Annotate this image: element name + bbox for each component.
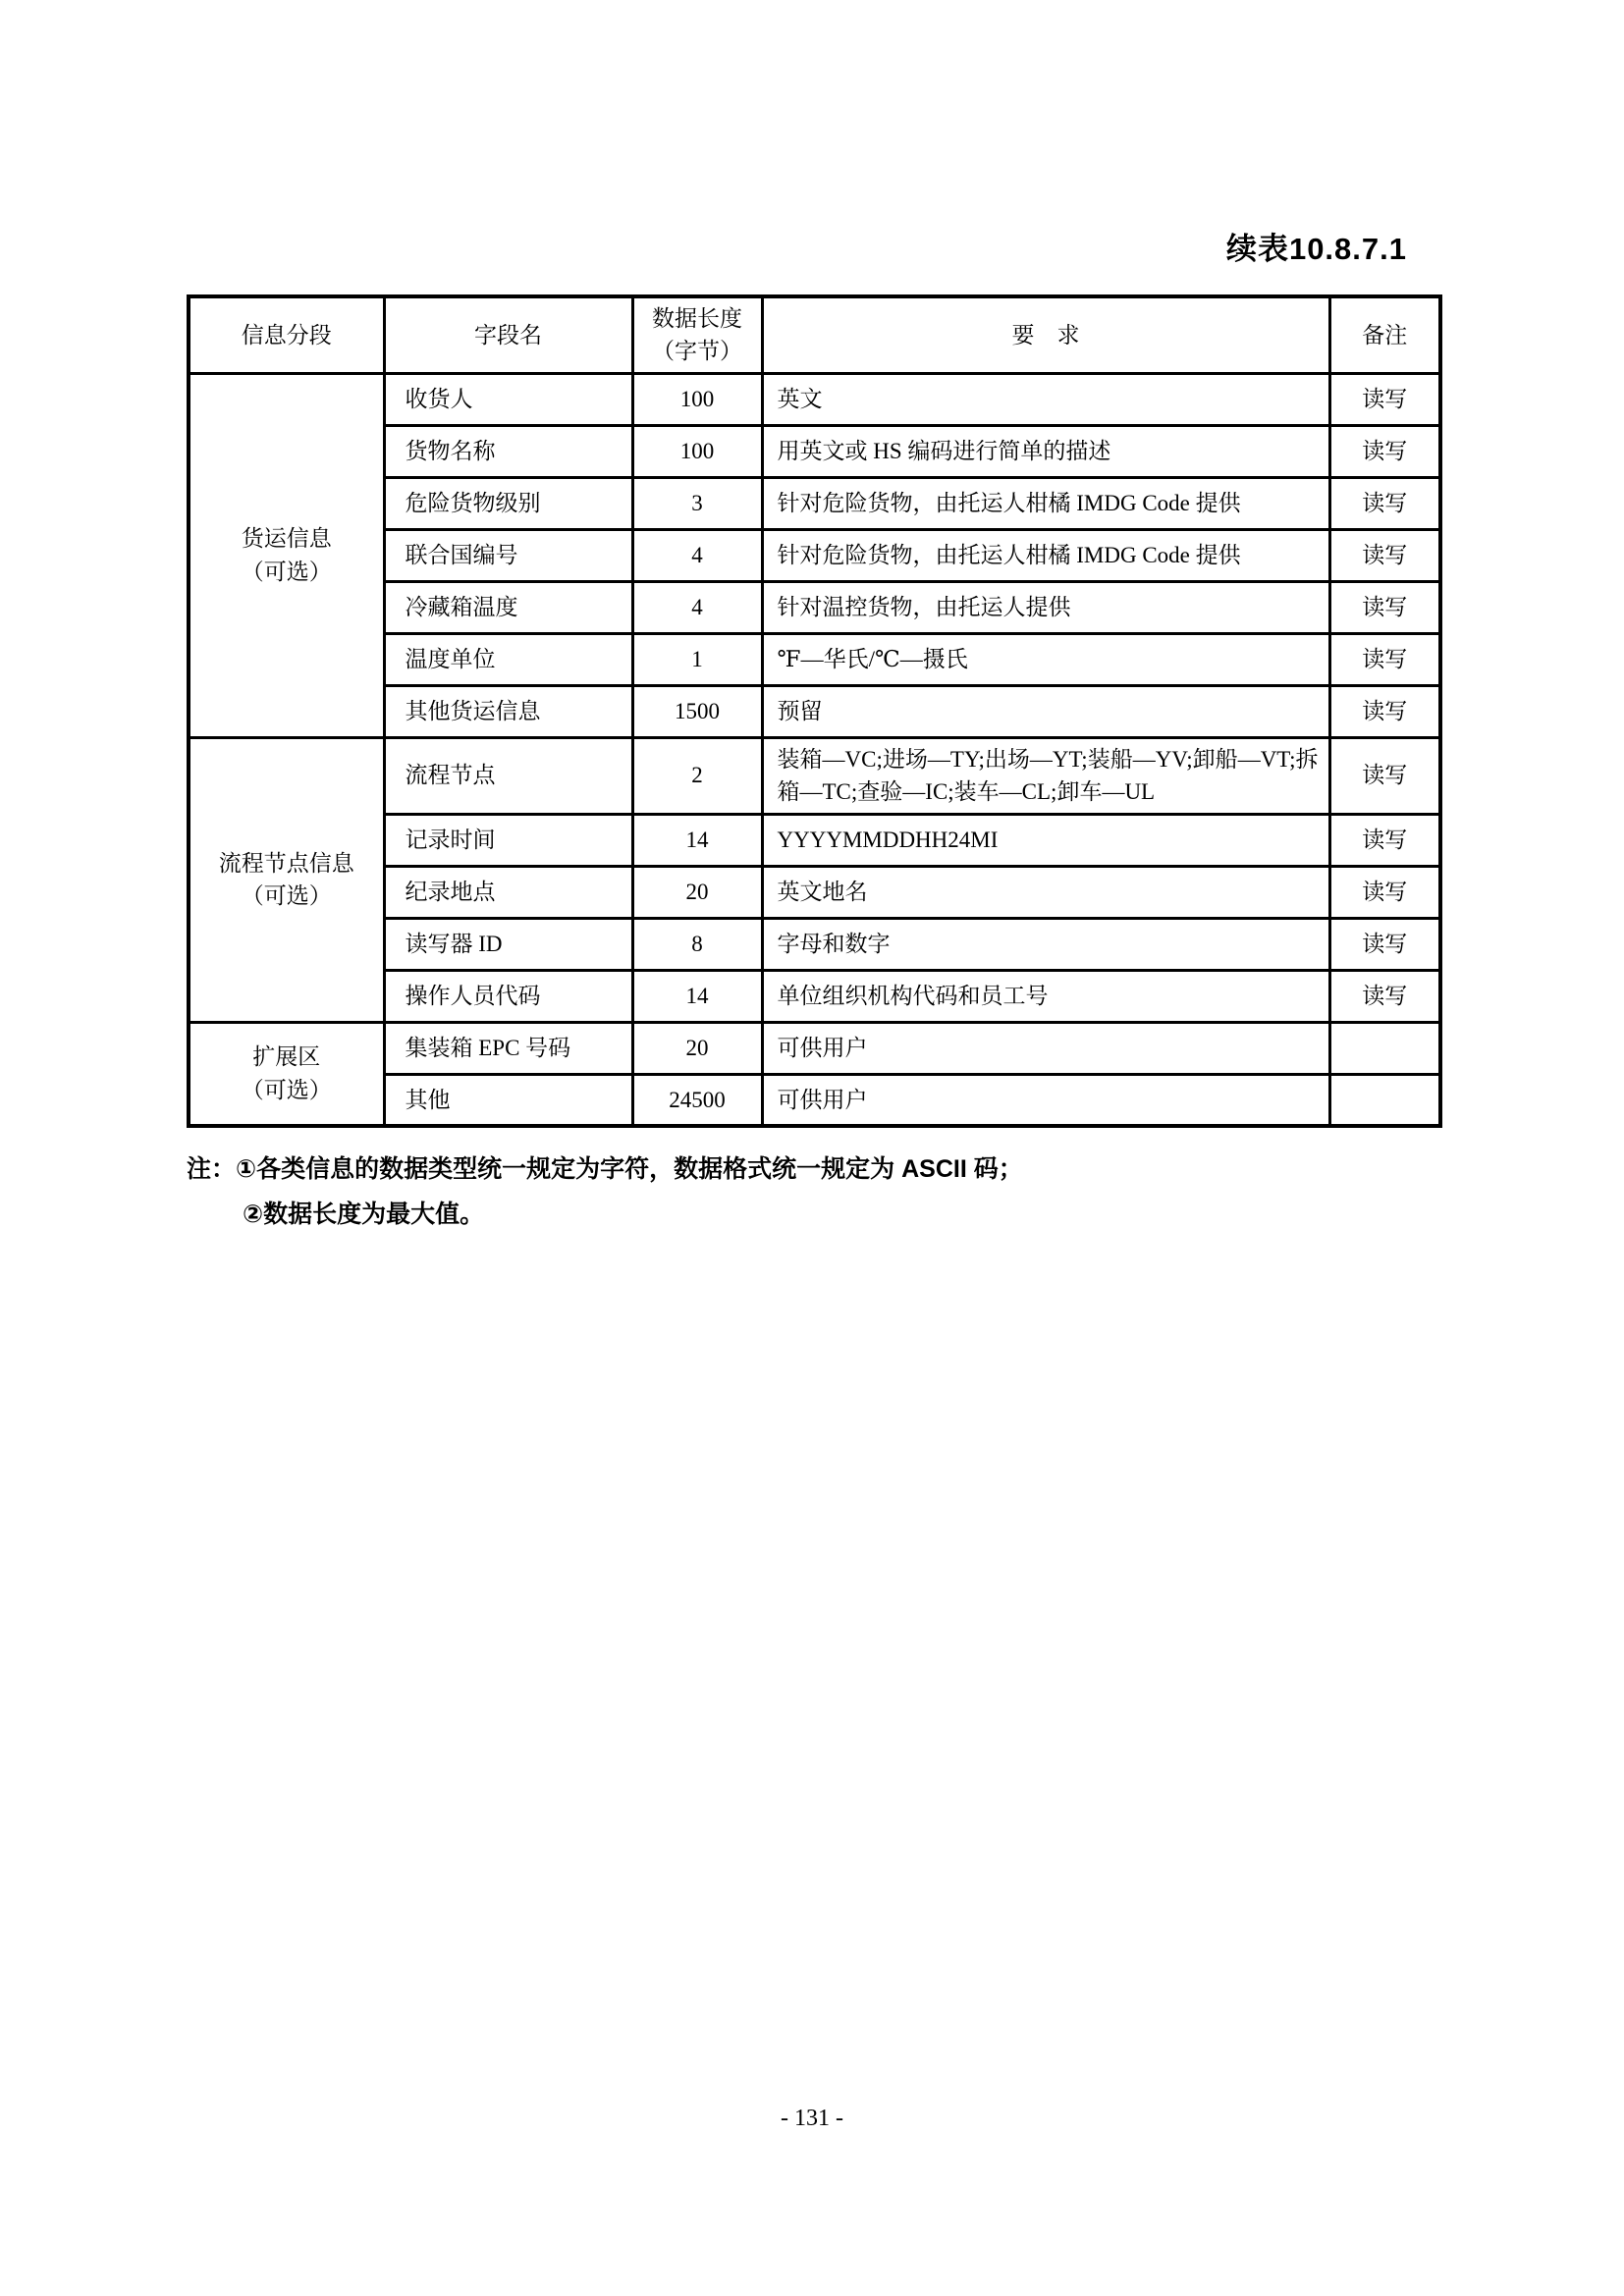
length-cell: 1: [632, 633, 762, 685]
requirement-cell: 针对温控货物，由托运人提供: [762, 581, 1329, 633]
table-row: [189, 737, 1440, 814]
remark-cell: 读写: [1329, 529, 1440, 581]
length-cell: 2: [632, 737, 762, 814]
remark-cell: 读写: [1329, 581, 1440, 633]
requirement-cell: 装箱—VC;进场—TY;出场—YT;装船—YV;卸船—VT;拆箱—TC;查验—IC;装车—CL;卸车—UL: [762, 737, 1329, 814]
remark-cell: 读写: [1329, 373, 1440, 425]
remark-cell: [1329, 1074, 1440, 1126]
column-header-remark: 备注: [1329, 296, 1440, 373]
field-cell: 其他: [384, 1074, 632, 1126]
segment-name-line: （可选）: [241, 883, 332, 908]
column-header-segment: 信息分段: [189, 296, 384, 373]
length-cell: 8: [632, 918, 762, 970]
table-title: 续表10.8.7.1: [1225, 232, 1407, 266]
column-header-length: [632, 296, 762, 373]
spec-table: [187, 294, 1442, 1128]
requirement-cell: 预留: [762, 685, 1329, 737]
field-cell: 纪录地点: [384, 866, 632, 918]
remark-cell: 读写: [1329, 737, 1440, 814]
remark-cell: 读写: [1329, 633, 1440, 685]
segment-name-line: （可选）: [241, 1077, 332, 1102]
length-cell: 14: [632, 814, 762, 866]
length-cell: 20: [632, 866, 762, 918]
table-row: [189, 1022, 1440, 1074]
field-cell: 集装箱 EPC 号码: [384, 1022, 632, 1074]
length-cell: 20: [632, 1022, 762, 1074]
field-cell: 危险货物级别: [384, 477, 632, 529]
segment-name-line: 货运信息: [241, 526, 332, 552]
length-cell: 1500: [632, 685, 762, 737]
requirement-cell: 可供用户: [762, 1022, 1329, 1074]
segment-name-line: 流程节点信息: [218, 850, 354, 876]
table-row: [189, 373, 1440, 425]
requirement-cell: 针对危险货物，由托运人柑橘 IMDG Code 提供: [762, 529, 1329, 581]
remark-cell: 读写: [1329, 866, 1440, 918]
remark-cell: 读写: [1329, 477, 1440, 529]
remark-cell: 读写: [1329, 685, 1440, 737]
requirement-cell: 英文地名: [762, 866, 1329, 918]
field-cell: 货物名称: [384, 425, 632, 477]
column-header-field: 字段名: [384, 296, 632, 373]
length-cell: 100: [632, 373, 762, 425]
segment-cell-cargo-info: [189, 373, 384, 737]
requirement-cell: 可供用户: [762, 1074, 1329, 1126]
requirement-cell: YYYYMMDDHH24MI: [762, 814, 1329, 866]
field-cell: 操作人员代码: [384, 970, 632, 1022]
field-cell: 温度单位: [384, 633, 632, 685]
remark-cell: 读写: [1329, 814, 1440, 866]
page-number: - 131 -: [781, 2106, 843, 2131]
field-cell: 流程节点: [384, 737, 632, 814]
field-cell: 联合国编号: [384, 529, 632, 581]
requirement-cell: 单位组织机构代码和员工号: [762, 970, 1329, 1022]
segment-name-line: 扩展区: [252, 1044, 321, 1070]
remark-cell: [1329, 1022, 1440, 1074]
field-cell: 冷藏箱温度: [384, 581, 632, 633]
segment-cell-process-node-info: [189, 737, 384, 1022]
remark-cell: 读写: [1329, 970, 1440, 1022]
column-header-length-line2: （字节）: [652, 339, 742, 364]
length-cell: 100: [632, 425, 762, 477]
requirement-cell: 针对危险货物，由托运人柑橘 IMDG Code 提供: [762, 477, 1329, 529]
remark-cell: 读写: [1329, 425, 1440, 477]
note-line: 注：①各类信息的数据类型统一规定为字符，数据格式统一规定为 ASCII 码；: [187, 1155, 1023, 1183]
column-header-requirement: 要 求: [762, 296, 1329, 373]
length-cell: 24500: [632, 1074, 762, 1126]
requirement-cell: ℉—华氏/℃—摄氏: [762, 633, 1329, 685]
note-line: ②数据长度为最大值。: [243, 1201, 485, 1229]
column-header-length-line1: 数据长度: [652, 305, 742, 331]
requirement-cell: 英文: [762, 373, 1329, 425]
length-cell: 4: [632, 581, 762, 633]
requirement-cell: 字母和数字: [762, 918, 1329, 970]
segment-cell-extension-area: [189, 1022, 384, 1126]
length-cell: 14: [632, 970, 762, 1022]
field-cell: 其他货运信息: [384, 685, 632, 737]
field-cell: 收货人: [384, 373, 632, 425]
length-cell: 3: [632, 477, 762, 529]
table-notes: [187, 1147, 1023, 1238]
field-cell: 读写器 ID: [384, 918, 632, 970]
remark-cell: 读写: [1329, 918, 1440, 970]
length-cell: 4: [632, 529, 762, 581]
segment-name-line: （可选）: [241, 559, 332, 584]
header-row: [189, 296, 1440, 373]
requirement-cell: 用英文或 HS 编码进行简单的描述: [762, 425, 1329, 477]
field-cell: 记录时间: [384, 814, 632, 866]
